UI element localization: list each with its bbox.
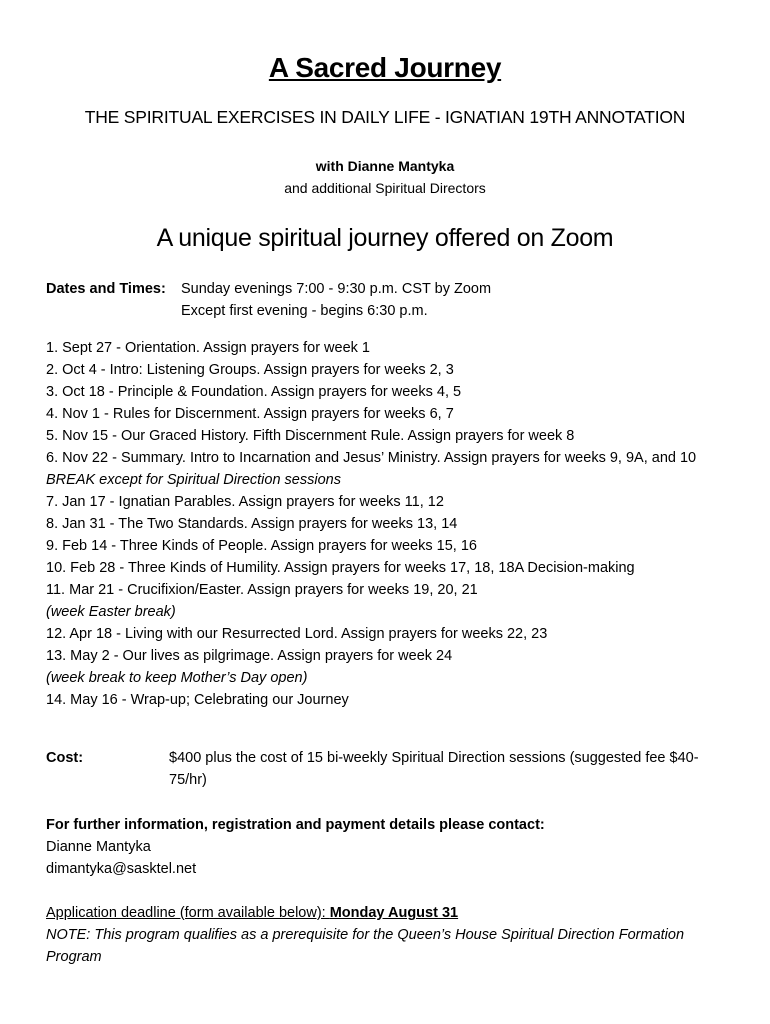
document-title: A Sacred Journey	[268, 52, 502, 83]
contact-section	[46, 814, 736, 880]
schedule-item: 5. Nov 15 - Our Graced History. Fifth Discernment Rule. Assign prayers for week 8	[46, 428, 575, 444]
contact-name: Dianne Mantyka	[46, 839, 151, 855]
schedule-item: 12. Apr 18 - Living with our Resurrected Lord. Assign prayers for weeks 22, 23	[46, 626, 548, 642]
schedule-item: 13. May 2 - Our lives as pilgrimage. Assign prayers for week 24	[46, 648, 453, 664]
headline: A unique spiritual journey offered on Zoom	[156, 224, 614, 252]
additional-directors-line: and additional Spiritual Directors	[284, 180, 486, 196]
schedule-list	[46, 337, 736, 711]
dates-times-line2: Except first evening - begins 6:30 p.m.	[181, 303, 428, 319]
dates-times-label: Dates and Times:	[46, 281, 166, 297]
contact-email[interactable]: dimantyka@sasktel.net	[46, 861, 197, 877]
cost-label: Cost:	[46, 750, 84, 766]
document-subtitle: THE SPIRITUAL EXERCISES IN DAILY LIFE - IGNATIAN 19TH ANNOTATION	[84, 107, 686, 127]
schedule-item: 2. Oct 4 - Intro: Listening Groups. Assign prayers for weeks 2, 3	[46, 362, 454, 378]
schedule-note: BREAK except for Spiritual Direction sessions	[46, 472, 341, 488]
deadline-note: NOTE: This program qualifies as a prerequisite for the Queen’s House Spiritual Direction Formation Program	[46, 927, 685, 965]
schedule-item: 1. Sept 27 - Orientation. Assign prayers for week 1	[46, 340, 370, 356]
schedule-item: 4. Nov 1 - Rules for Discernment. Assign prayers for weeks 6, 7	[46, 406, 454, 422]
deadline-line	[46, 902, 736, 924]
contact-heading: For further information, registration and payment details please contact:	[46, 817, 545, 833]
schedule-item: 6. Nov 22 - Summary. Intro to Incarnation and Jesus’ Ministry. Assign prayers for weeks 9, 9A, and 10	[46, 450, 697, 466]
deadline-section	[46, 902, 736, 968]
schedule-item: 10. Feb 28 - Three Kinds of Humility. Assign prayers for weeks 17, 18, 18A Decision-making	[46, 560, 635, 576]
deadline-date: Monday August 31	[329, 905, 459, 921]
dates-times-value	[181, 278, 741, 322]
deadline-label: Application deadline (form available below):	[46, 905, 330, 921]
schedule-note: (week break to keep Mother’s Day open)	[46, 670, 308, 686]
schedule-item: 9. Feb 14 - Three Kinds of People. Assign prayers for weeks 15, 16	[46, 538, 477, 554]
schedule-item: 7. Jan 17 - Ignatian Parables. Assign prayers for weeks 11, 12	[46, 494, 444, 510]
schedule-item: 14. May 16 - Wrap-up; Celebrating our Journey	[46, 692, 349, 708]
schedule-note: (week Easter break)	[46, 604, 176, 620]
schedule-item: 8. Jan 31 - The Two Standards. Assign prayers for weeks 13, 14	[46, 516, 458, 532]
dates-times-line1: Sunday evenings 7:00 - 9:30 p.m. CST by Zoom	[181, 281, 492, 297]
schedule-item: 11. Mar 21 - Crucifixion/Easter. Assign prayers for weeks 19, 20, 21	[46, 582, 478, 598]
presenter-line: with Dianne Mantyka	[315, 158, 455, 174]
schedule-item: 3. Oct 18 - Principle & Foundation. Assign prayers for weeks 4, 5	[46, 384, 462, 400]
cost-value: $400 plus the cost of 15 bi-weekly Spiritual Direction sessions (suggested fee $40-75/hr)	[169, 750, 699, 788]
